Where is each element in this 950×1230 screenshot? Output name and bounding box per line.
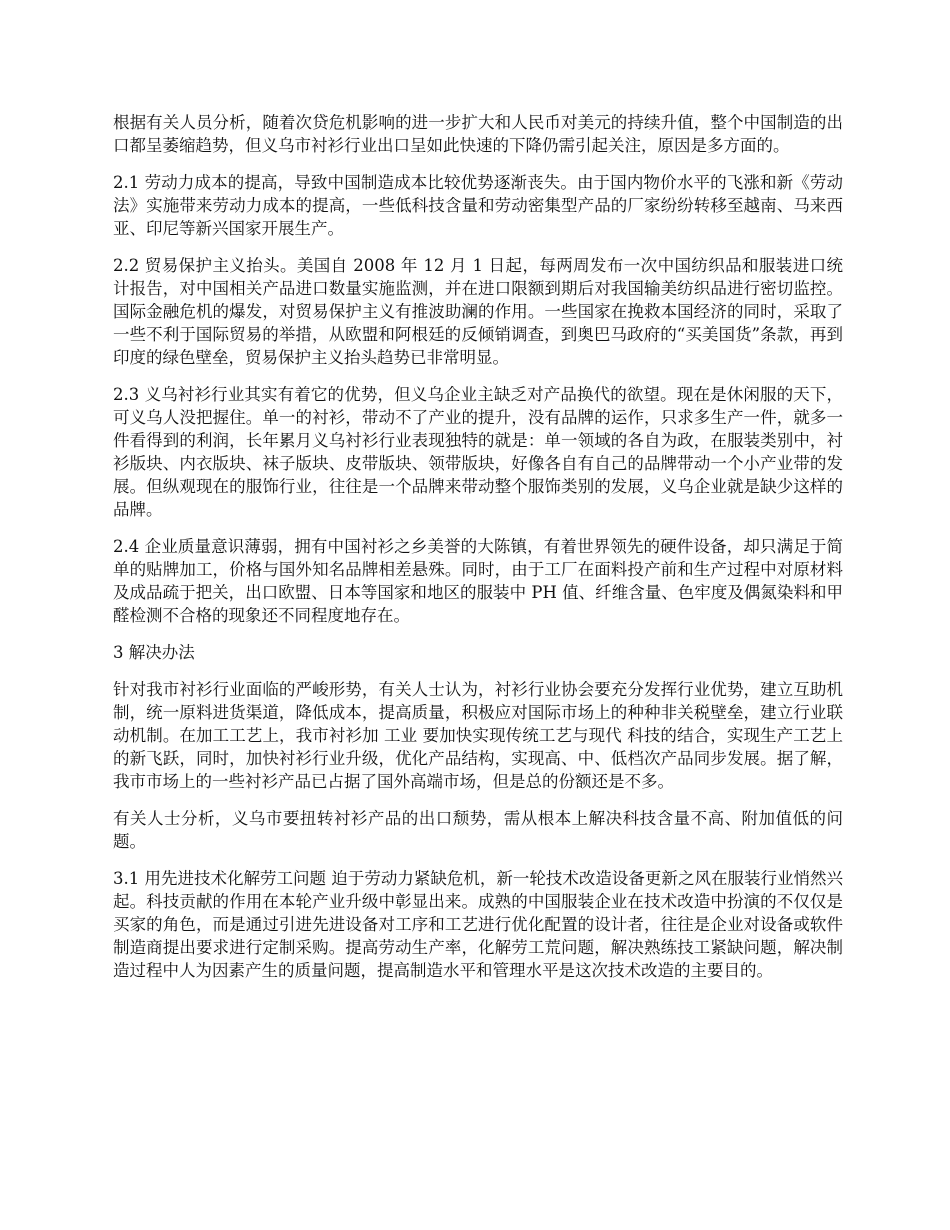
paragraph-2-2-trade-protectionism: 2.2 贸易保护主义抬头。美国自 2008 年 12 月 1 日起，每两周发布一次中国纺织品和服装进口统计报告，对中国相关产品进口数量实施监测，并在进口限额到期后对我国输美纺织品进行密切监控。国际金融危机的爆发，对贸易保护主义有推波助澜的作用。一些国家在挽救本国经济的同时，采取了一些不利于国际贸易的举措，从欧盟和阿根廷的反倾销调查，到奥巴马政府的“买美国货”条款，再到印度的绿色壁垒，贸易保护主义抬头趋势已非常明显。: [113, 256, 843, 367]
paragraph-solutions-overview: 针对我市衬衫行业面临的严峻形势，有关人士认为，衬衫行业协会要充分发挥行业优势，建立互助机制，统一原料进货渠道，降低成本，提高质量，积极应对国际市场上的种种非关税壁垒，建立行业联动机制。在加工工艺上，我市衬衫加 工业 要加快实现传统工艺与现代 科技的结合，实现生产工艺上的新飞跃，同时，加快衬衫行业升级，优化产品结构，实现高、中、低档次产品同步发展。据了解，我市市场上的一些衬衫产品已占据了国外高端市场，但是总的份额还是不多。: [113, 680, 843, 791]
paragraph-intro: 根据有关人员分析，随着次贷危机影响的进一步扩大和人民币对美元的持续升值，整个中国制造的出口都呈萎缩趋势，但义乌市衬衫行业出口呈如此快速的下降仍需引起关注，原因是多方面的。: [113, 113, 843, 155]
section-heading-solutions: 3 解决办法: [113, 643, 195, 662]
paragraph-analysis: 有关人士分析，义乌市要扭转衬衫产品的出口颓势，需从根本上解决科技含量不高、附加值低的问题。: [113, 809, 843, 851]
paragraph-2-1-labor-cost: 2.1 劳动力成本的提高，导致中国制造成本比较优势逐渐丧失。由于国内物价水平的飞涨和新《劳动法》实施带来劳动力成本的提高，一些低科技含量和劳动密集型产品的厂家纷纷转移至越南、马来西亚、印尼等新兴国家开展生产。: [113, 173, 843, 238]
paragraph-3-1-advanced-technology: 3.1 用先进技术化解劳工问题 迫于劳动力紧缺危机，新一轮技术改造设备更新之风在服装行业悄然兴起。科技贡献的作用在本轮产业升级中彰显出来。成熟的中国服装企业在技术改造中扮演的不仅仅是买家的角色，而是通过引进先进设备对工序和工艺进行优化配置的设计者，往往是企业对设备或软件制造商提出要求进行定制采购。提高劳动生产率，化解劳工荒问题，解决熟练技工紧缺问题，解决制造过程中人为因素产生的质量问题，提高制造水平和管理水平是这次技术改造的主要目的。: [113, 869, 843, 980]
document-body: [113, 111, 843, 996]
paragraph-2-3-brand-lack: 2.3 义乌衬衫行业其实有着它的优势，但义乌企业主缺乏对产品换代的欲望。现在是休闲服的天下，可义乌人没把握住。单一的衬衫，带动不了产业的提升，没有品牌的运作，只求多生产一件，就多一件看得到的利润，长年累月义乌衬衫行业表现独特的就是：单一领域的各自为政，在服装类别中，衬衫版块、内衣版块、袜子版块、皮带版块、领带版块，好像各自有自己的品牌带动一个小产业带的发展。但纵观现在的服饰行业，往往是一个品牌来带动整个服饰类别的发展，义乌企业就是缺少这样的品牌。: [113, 385, 843, 519]
paragraph-2-4-quality-awareness: 2.4 企业质量意识薄弱，拥有中国衬衫之乡美誉的大陈镇，有着世界领先的硬件设备，却只满足于简单的贴牌加工，价格与国外知名品牌相差悬殊。同时，由于工厂在面料投产前和生产过程中对原材料及成品疏于把关，出口欧盟、日本等国家和地区的服装中 PH 值、纤维含量、色牢度及偶氮染料和甲醛检测不合格的现象还不同程度地存在。: [113, 537, 843, 625]
